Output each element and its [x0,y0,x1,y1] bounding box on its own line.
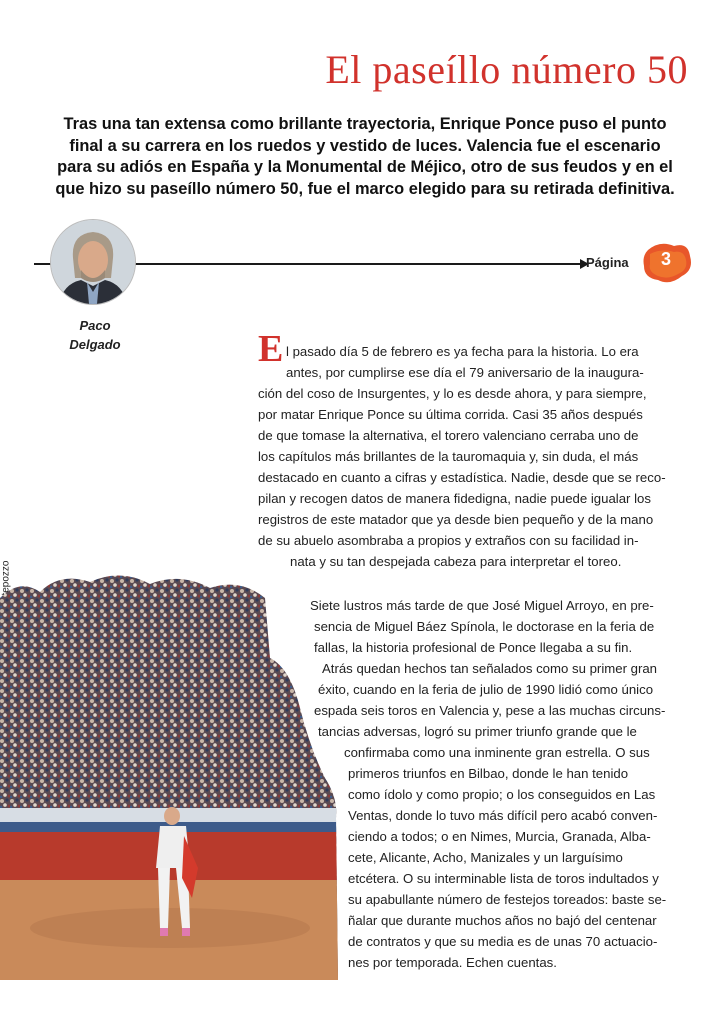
lead-line: para su adiós en España y la Monumental de Méjico, otro de sus feudos y en el [57,158,673,176]
author-avatar [50,219,136,305]
lead-line: Tras una tan extensa como brillante trayectoria, Enrique Ponce puso el punto [63,115,667,133]
text-line: de su abuelo asombraba a propios y extraños con su facilidad in- [258,533,639,548]
author-first-name: Paco [79,318,111,333]
text-line: primeros triunfos en Bilbao, donde le han tenido [348,766,629,781]
text-line: los capítulos más brillantes de la tauromaquia y, sin duda, el más [258,449,639,464]
text-line: antes, por cumplirse ese día el 79 aniversario de la inaugura- [286,365,644,380]
text-line: pilan y recogen datos de manera fidedigna, nadie puede igualar los [258,491,651,506]
text-line: l pasado día 5 de febrero es ya fecha para la historia. Lo era [286,344,639,359]
lead-line: que hizo su paseíllo número 50, fue el marco elegido para su retirada definitiva. [55,179,675,198]
text-line: espada seis toros en Valencia y, pese a las muchas circuns- [314,703,666,718]
article-title: El paseíllo número 50 [325,47,688,92]
author-last-name: Delgado [69,337,121,352]
text-line: ciendo a todos; o en Nimes, Murcia, Granada, Alba- [348,829,651,844]
text-line: por matar Enrique Ponce su última corrida. Casi 35 años después [258,407,643,422]
text-line: de contratos y que su media es de unas 70 actuacio- [348,934,658,949]
text-line: como ídolo y como propio; o los conseguidos en Las [348,787,656,802]
drop-cap: E [258,328,284,370]
author-name [55,316,135,354]
bullfight-photo [0,568,338,980]
text-line: nata y su tan despejada cabeza para interpretar el toreo. [290,554,622,569]
text-line: Siete lustros más tarde de que José Miguel Arroyo, en pre- [310,598,654,613]
article-lead [40,114,690,200]
lead-line: final a su carrera en los ruedos y vestido de luces. Valencia fue el escenario [69,136,661,155]
text-line: confirmaba como una inminente gran estrella. O sus [344,745,650,760]
text-line: de que tomase la alternativa, el torero valenciano cerraba uno de [258,428,639,443]
page-number: 3 [660,249,671,269]
text-line: ñalar que durante muchos años no bajó del centenar [348,913,657,928]
text-line: etcétera. O su interminable lista de toros indultados y [348,871,659,886]
text-line: fallas, la historia profesional de Ponce llegaba a su fin. [314,640,633,655]
text-line: nes por temporada. Echen cuentas. [348,955,557,970]
text-line: Ventas, donde lo tuvo más difícil pero acabó conven- [348,808,658,823]
text-line: su apabullante número de festejos toreados: baste se- [348,892,667,907]
text-line: cete, Alicante, Acho, Manizales y un larguísimo [348,850,623,865]
text-line: tancias adversas, logró su primer triunfo grande que le [318,724,637,739]
page-label: Página [586,255,629,270]
text-line: registros de este matador que ya desde bien pequeño y de la mano [258,512,654,527]
text-line: éxito, cuando en la feria de julio de 1990 lidió como único [318,682,654,697]
text-line: Atrás quedan hechos tan señalados como su primer gran [322,661,658,676]
text-line: sencia de Miguel Báez Spínola, le doctorase en la feria de [314,619,655,634]
text-line: ción del coso de Insurgentes, y lo es desde ahora, y para siempre, [258,386,647,401]
text-line: destacado en cuanto a cifras y estadística. Nadie, desde que se reco- [258,470,666,485]
